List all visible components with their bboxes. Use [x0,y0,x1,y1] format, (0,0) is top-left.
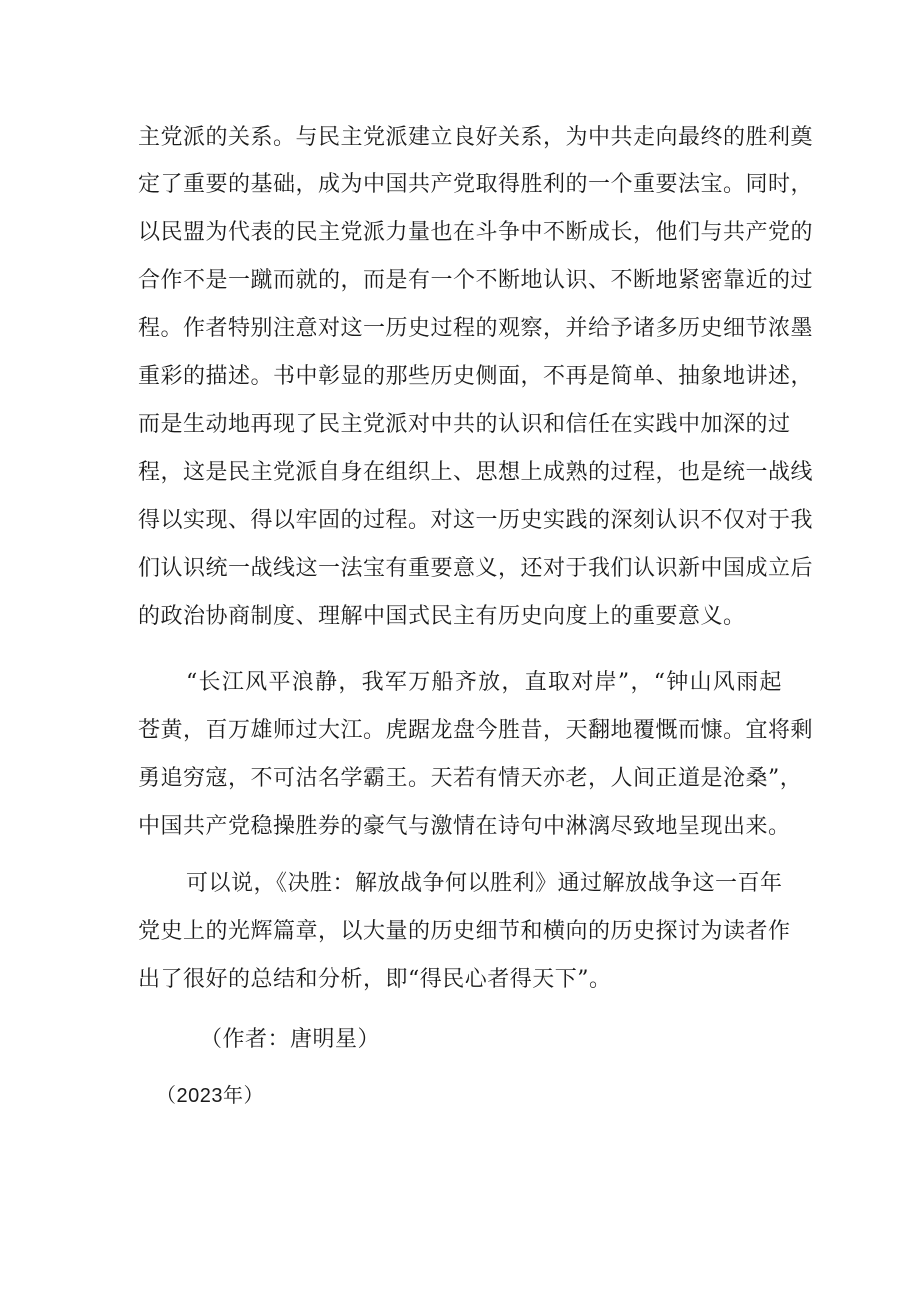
paragraph3-line-2: 党史上的光辉篇章，以大量的历史细节和横向的历史探讨为读者作 [138,919,791,944]
paragraph3-line-1: 可以说，《决胜：解放战争何以胜利》通过解放战争这一百年 [186,871,783,896]
author-line: （作者：唐明星） [200,1027,381,1052]
paragraph3-line-3: 出了很好的总结和分析，即“得民心者得天下”。 [138,967,612,992]
year-line: （2023年） [156,1085,264,1107]
paragraph1-line-6: 重彩的描述。书中彰显的那些历史侧面，不再是简单、抽象地讲述， [138,364,814,389]
paragraph1-line-11: 的政治协商制度、理解中国式民主有历史向度上的重要意义。 [138,604,746,629]
paragraph1-line-10: 们认识统一战线这一法宝有重要意义，还对于我们认识新中国成立后 [138,556,814,581]
paragraph1-line-9: 得以实现、得以牢固的过程。对这一历史实践的深刻认识不仅对于我 [138,508,814,533]
paragraph1-line-7: 而是生动地再现了民主党派对中共的认识和信任在实践中加深的过 [138,412,791,437]
paragraph2-line-4: 中国共产党稳操胜券的豪气与激情在诗句中淋漓尽致地呈现出来。 [138,814,791,839]
paragraph2-line-3: 勇追穷寇，不可沽名学霸王。天若有情天亦老，人间正道是沧桑”， [138,766,803,791]
paragraph1-line-4: 合作不是一蹴而就的，而是有一个不断地认识、不断地紧密靠近的过 [138,268,814,293]
paragraph1-line-1: 主党派的关系。与民主党派建立良好关系，为中共走向最终的胜利奠 [138,125,814,150]
paragraph1-line-3: 以民盟为代表的民主党派力量也在斗争中不断成长，他们与共产党的 [138,220,814,245]
paragraph1-line-5: 程。作者特别注意对这一历史过程的观察，并给予诸多历史细节浓墨 [138,316,814,341]
paragraph2-line-2: 苍黄，百万雄师过大江。虎踞龙盘今胜昔，天翻地覆慨而慷。宜将剩 [138,718,814,743]
paragraph1-line-2: 定了重要的基础，成为中国共产党取得胜利的一个重要法宝。同时， [138,172,814,197]
paragraph1-line-8: 程，这是民主党派自身在组织上、思想上成熟的过程，也是统一战线 [138,460,814,485]
paragraph2-line-1: “长江风平浪静，我军万船齐放，直取对岸”，“钟山风雨起 [186,670,782,695]
